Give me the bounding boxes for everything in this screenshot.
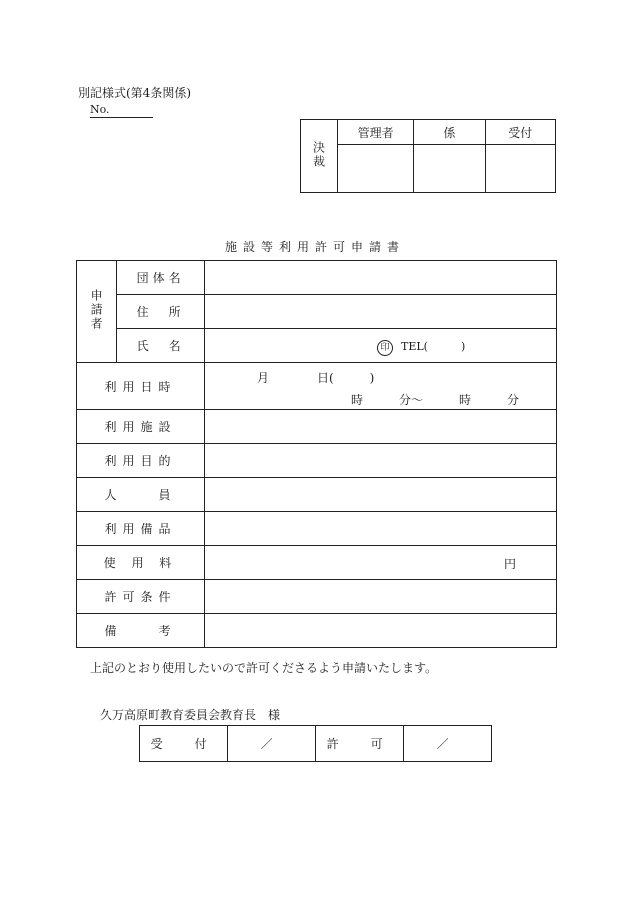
approval-side-label: 決裁 bbox=[311, 140, 326, 169]
fee-field[interactable] bbox=[205, 546, 557, 580]
facility-field[interactable] bbox=[205, 410, 557, 444]
received-label: 受 付 bbox=[140, 726, 228, 762]
date-placeholder: 月 日( ) bbox=[257, 371, 375, 385]
name-label: 氏 名 bbox=[117, 329, 205, 363]
approval-side-cell bbox=[301, 120, 338, 193]
address-field[interactable] bbox=[205, 295, 557, 329]
conditions-label: 許可条件 bbox=[77, 580, 205, 614]
usage-datetime-label: 利用日時 bbox=[77, 363, 205, 410]
conditions-field[interactable] bbox=[205, 580, 557, 614]
approval-col-reception: 受付 bbox=[485, 120, 555, 145]
form-title: 施設等利用許可申請書 bbox=[224, 240, 405, 254]
approval-col-staff: 係 bbox=[414, 120, 485, 145]
yen-unit: 円 bbox=[503, 557, 516, 571]
facility-label: 利用施設 bbox=[77, 410, 205, 444]
received-date-field[interactable]: ／ bbox=[228, 726, 316, 762]
tel-label: TEL( ) bbox=[401, 340, 466, 353]
headcount-field[interactable] bbox=[205, 478, 557, 512]
usage-datetime-field[interactable] bbox=[205, 363, 557, 410]
permit-date-field[interactable]: ／ bbox=[404, 726, 492, 762]
remarks-label: 備 考 bbox=[77, 614, 205, 648]
receipt-table bbox=[139, 725, 492, 762]
approval-table bbox=[300, 119, 556, 193]
seal-and-tel bbox=[377, 338, 465, 356]
approval-stamp-staff[interactable] bbox=[414, 145, 485, 193]
group-name-field[interactable] bbox=[205, 261, 557, 295]
permit-label: 許 可 bbox=[315, 726, 403, 762]
approval-stamp-reception[interactable] bbox=[485, 145, 555, 193]
purpose-label: 利用目的 bbox=[77, 444, 205, 478]
number-field: No. bbox=[90, 103, 153, 118]
group-name-label: 団体名 bbox=[117, 261, 205, 295]
time-placeholder: 時 分〜 時 分 bbox=[351, 393, 520, 407]
equipment-field[interactable] bbox=[205, 512, 557, 546]
equipment-label: 利用備品 bbox=[77, 512, 205, 546]
address-label: 住 所 bbox=[117, 295, 205, 329]
declaration-note: 上記のとおり使用したいので許可くださるよう申請いたします。 bbox=[90, 661, 438, 675]
headcount-label: 人 員 bbox=[77, 478, 205, 512]
application-table bbox=[76, 260, 557, 648]
name-field[interactable] bbox=[205, 329, 557, 363]
approval-col-manager: 管理者 bbox=[337, 120, 413, 145]
purpose-field[interactable] bbox=[205, 444, 557, 478]
approval-stamp-manager[interactable] bbox=[337, 145, 413, 193]
form-label: 別記様式(第4条関係) bbox=[78, 86, 191, 100]
remarks-field[interactable] bbox=[205, 614, 557, 648]
seal-mark: 印 bbox=[377, 340, 393, 356]
addressee: 久万高原町教育委員会教育長 様 bbox=[100, 708, 281, 722]
applicant-label: 申請者 bbox=[89, 289, 104, 331]
applicant-cell bbox=[77, 261, 117, 363]
fee-label: 使 用 料 bbox=[77, 546, 205, 580]
